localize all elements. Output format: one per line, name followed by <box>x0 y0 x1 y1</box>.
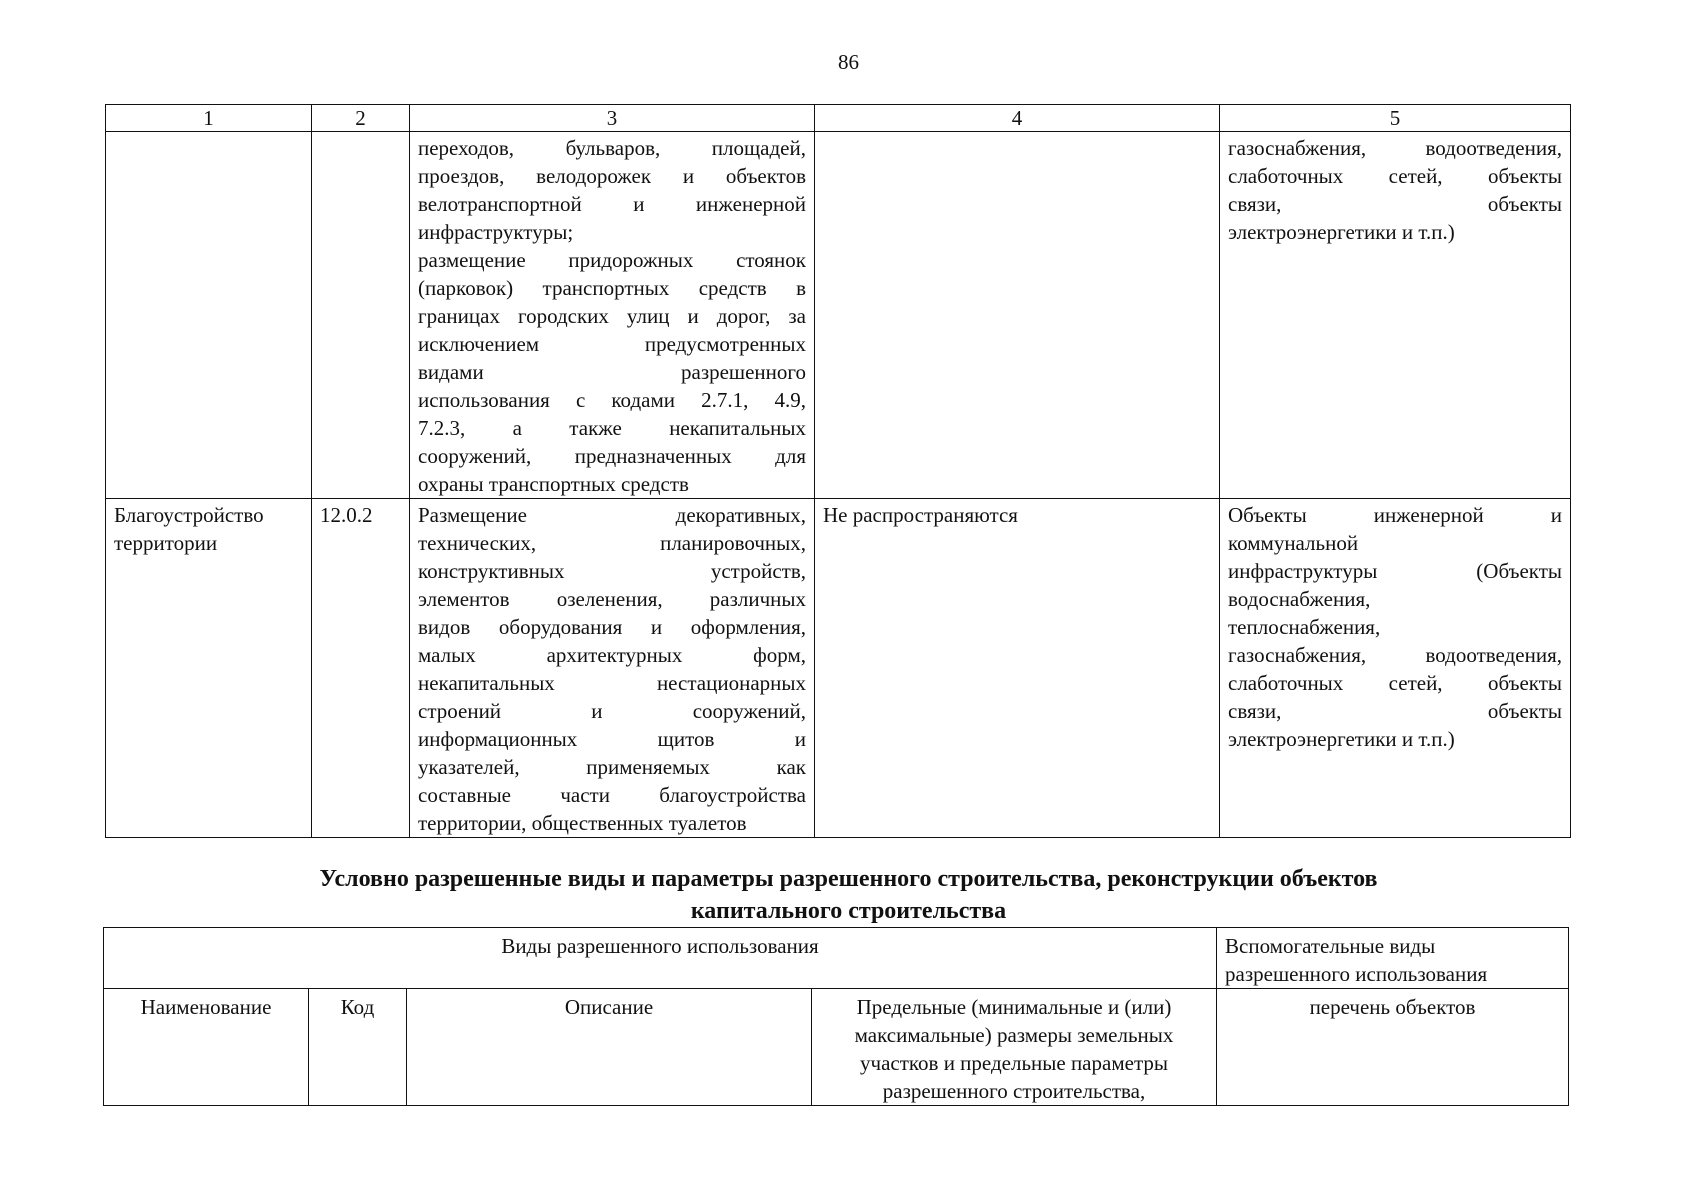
auxiliary-uses-header <box>1217 928 1569 989</box>
description-line: исключением предусмотренных <box>418 332 806 356</box>
description-line: переходов, бульваров, площадей, <box>418 136 806 160</box>
permitted-uses-header: Виды разрешенного использования <box>104 928 1217 989</box>
description-line: сооружений, предназначенных для <box>418 444 806 468</box>
aux-header-line: разрешенного использования <box>1225 962 1488 986</box>
column-number-4: 4 <box>815 105 1220 132</box>
objects-line: коммунальной <box>1228 531 1359 555</box>
table-row <box>106 132 1571 499</box>
description-line: 7.2.3, а также некапитальных <box>418 416 806 440</box>
column-number-3: 3 <box>410 105 815 132</box>
objects-line: инфраструктуры (Объекты <box>1228 559 1562 583</box>
col-name-header: Наименование <box>104 989 309 1106</box>
parameters-header-line: разрешенного строительства, <box>882 1079 1146 1103</box>
description-line: видами разрешенного <box>418 360 806 384</box>
description-line: (парковок) транспортных средств в <box>418 276 806 300</box>
description-cell <box>410 132 815 499</box>
objects-line: связи, объекты <box>1228 699 1562 723</box>
name-cell <box>106 132 312 499</box>
table-row <box>106 499 1571 838</box>
name-cell <box>106 499 312 838</box>
description-line: охраны транспортных средств <box>418 472 689 496</box>
col-description-header: Описание <box>407 989 812 1106</box>
column-number-row <box>106 105 1571 132</box>
section-title-line: Условно разрешенные виды и параметры разрешенного строительства, реконструкции объектов <box>319 866 1378 892</box>
aux-header-line: Вспомогательные виды <box>1225 934 1436 958</box>
objects-line: газоснабжения, водоотведения, <box>1228 643 1562 667</box>
parameters-header-line: участков и предельные параметры <box>860 1051 1168 1075</box>
parameters-cell <box>815 132 1220 499</box>
objects-line: Объекты инженерной и <box>1228 503 1562 527</box>
objects-line: водоснабжения, <box>1228 587 1371 611</box>
objects-line: слаботочных сетей, объекты <box>1228 671 1562 695</box>
description-line: составные части благоустройства <box>418 783 806 807</box>
column-number-1: 1 <box>106 105 312 132</box>
description-line: элементов озеленения, различных <box>418 587 806 611</box>
section-title-line: капитального строительства <box>690 898 1007 924</box>
description-line: малых архитектурных форм, <box>418 643 806 667</box>
col-parameters-header <box>812 989 1217 1106</box>
col-objects-header: перечень объектов <box>1217 989 1569 1106</box>
parameters-cell: Не распространяются <box>815 499 1220 838</box>
description-line: видов оборудования и оформления, <box>418 615 806 639</box>
code-cell <box>312 132 410 499</box>
description-line: использования с кодами 2.7.1, 4.9, <box>418 388 806 412</box>
description-cell <box>410 499 815 838</box>
objects-cell <box>1220 132 1571 499</box>
conditional-use-table <box>103 927 1569 1106</box>
description-line: технических, планировочных, <box>418 531 806 555</box>
name-line: территории <box>114 531 218 555</box>
objects-line: теплоснабжения, <box>1228 615 1381 639</box>
description-line: строений и сооружений, <box>418 699 806 723</box>
page-number: 86 <box>838 50 859 74</box>
objects-line: электроэнергетики и т.п.) <box>1228 727 1455 751</box>
description-line: проездов, велодорожек и объектов <box>418 164 806 188</box>
objects-line: слаботочных сетей, объекты <box>1228 164 1562 188</box>
description-line: инфраструктуры; <box>418 220 574 244</box>
description-line: территории, общественных туалетов <box>418 811 747 835</box>
description-line: велотранспортной и инженерной <box>418 192 806 216</box>
description-line: информационных щитов и <box>418 727 806 751</box>
name-line: Благоустройство <box>114 503 264 527</box>
col-code-header: Код <box>309 989 407 1106</box>
description-line: границах городских улиц и дорог, за <box>418 304 806 328</box>
objects-line: газоснабжения, водоотведения, <box>1228 136 1562 160</box>
description-line: Размещение декоративных, <box>418 503 806 527</box>
description-line: указателей, применяемых как <box>418 755 806 779</box>
column-number-2: 2 <box>312 105 410 132</box>
objects-cell <box>1220 499 1571 838</box>
column-header-row <box>104 989 1569 1106</box>
objects-line: электроэнергетики и т.п.) <box>1228 220 1455 244</box>
description-line: размещение придорожных стоянок <box>418 248 806 272</box>
parameters-header-line: Предельные (минимальные и (или) <box>856 995 1172 1019</box>
section-title <box>0 863 1697 927</box>
description-line: некапитальных нестационарных <box>418 671 806 695</box>
code-cell: 12.0.2 <box>312 499 410 838</box>
parameters-header-line: максимальные) размеры земельных <box>854 1023 1174 1047</box>
land-use-table <box>105 104 1571 838</box>
group-header-row <box>104 928 1569 989</box>
column-number-5: 5 <box>1220 105 1571 132</box>
objects-line: связи, объекты <box>1228 192 1562 216</box>
description-line: конструктивных устройств, <box>418 559 806 583</box>
